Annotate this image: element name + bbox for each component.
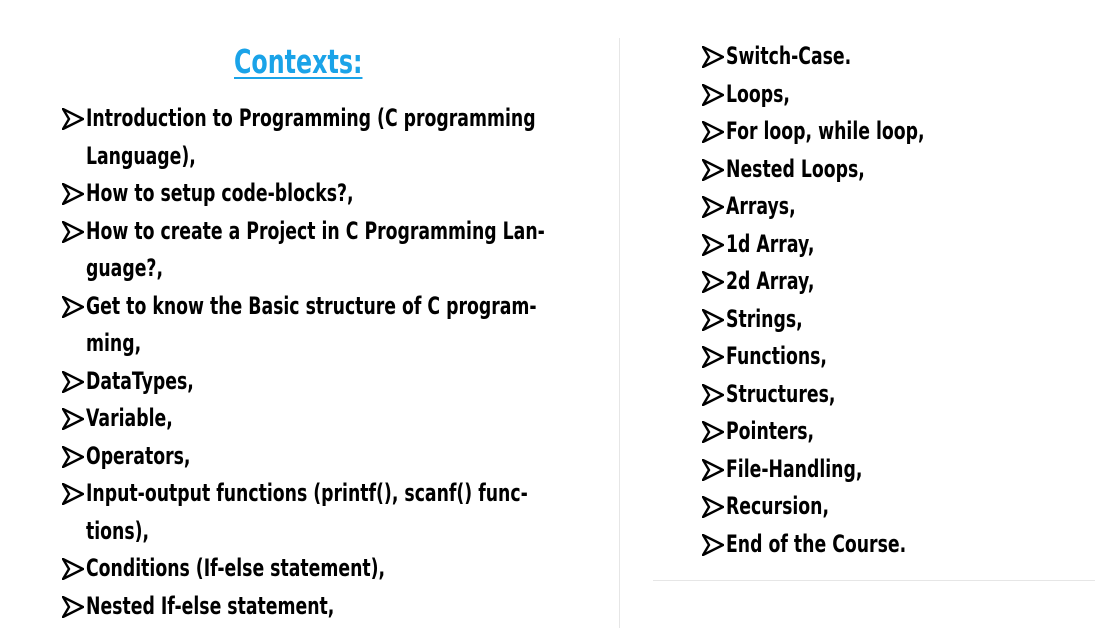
list-item [702,451,1082,489]
list-item [62,550,592,588]
list-item [702,151,1082,189]
arrow-bullet-icon [62,596,84,618]
list-item-text: Get to know the Basic structure of C program- [86,291,537,320]
left-topic-list [62,100,592,625]
list-item-text: DataTypes, [86,366,194,395]
list-item-text: Functions, [726,342,828,370]
list-item-text: Pointers, [726,417,815,445]
list-item-text: Strings, [726,304,803,333]
list-item-text: File-Handling, [726,454,863,483]
arrow-bullet-icon [62,296,84,318]
arrow-bullet-icon [702,84,724,106]
list-item [62,363,592,401]
list-item [702,376,1082,414]
arrow-bullet-icon [62,108,84,130]
list-item-text: Introduction to Programming (C programming [86,104,536,132]
list-item [702,338,1082,376]
arrow-bullet-icon [702,309,724,331]
arrow-bullet-icon [702,421,724,443]
arrow-bullet-icon [62,483,84,505]
arrow-bullet-icon [62,558,84,580]
list-item-text: How to create a Project in C Programming Lan- [86,216,545,245]
list-item-text: Conditions (If-else statement), [86,554,386,582]
list-item-text: Language), [86,141,196,170]
arrow-bullet-icon [702,271,724,293]
list-item-text: Nested If-else statement, [86,591,335,620]
list-item [702,113,1082,151]
list-item-text: 1d Array, [726,229,815,258]
list-item-text: Nested Loops, [726,154,865,183]
arrow-bullet-icon [702,121,724,143]
list-item [702,413,1082,451]
list-item-text: Operators, [86,441,191,470]
list-item-text: Variable, [86,404,173,432]
list-item [62,288,592,363]
list-item [62,175,592,213]
list-item-text: 2d Array, [726,267,815,295]
list-item-text: tions), [86,516,150,545]
arrow-bullet-icon [702,534,724,556]
list-item [702,226,1082,264]
list-item-text: Arrays, [726,192,796,220]
arrow-bullet-icon [62,446,84,468]
arrow-bullet-icon [702,46,724,68]
list-item-text: For loop, while loop, [726,117,925,145]
list-item [62,100,592,175]
list-item [62,438,592,476]
arrow-bullet-icon [702,346,724,368]
list-item-text: How to setup code-blocks?, [86,179,354,207]
list-item-text: Switch-Case. [726,42,852,70]
right-topic-list [702,38,1082,563]
list-item [702,488,1082,526]
arrow-bullet-icon [702,196,724,218]
list-item-text: Input-output functions (printf(), scanf() func- [86,479,528,507]
arrow-bullet-icon [62,183,84,205]
list-item [62,400,592,438]
list-item [702,38,1082,76]
list-item-text: Structures, [726,379,836,408]
arrow-bullet-icon [702,384,724,406]
arrow-bullet-icon [702,496,724,518]
arrow-bullet-icon [62,221,84,243]
list-item [702,76,1082,114]
list-item [702,301,1082,339]
list-item-text: Loops, [726,79,790,108]
arrow-bullet-icon [702,234,724,256]
arrow-bullet-icon [62,371,84,393]
list-item [702,526,1082,564]
list-item-text: guage?, [86,254,164,282]
arrow-bullet-icon [702,159,724,181]
list-item [702,188,1082,226]
arrow-bullet-icon [702,459,724,481]
list-item-text: Recursion, [726,492,830,520]
page-title: Contexts: [234,42,363,81]
list-item-text: ming, [86,329,142,357]
arrow-bullet-icon [62,408,84,430]
column-divider [619,38,620,628]
list-item [62,213,592,288]
bottom-rule [653,580,1095,581]
list-item [702,263,1082,301]
list-item [62,475,592,550]
list-item-text: End of the Course. [726,529,907,558]
list-item [62,588,592,626]
